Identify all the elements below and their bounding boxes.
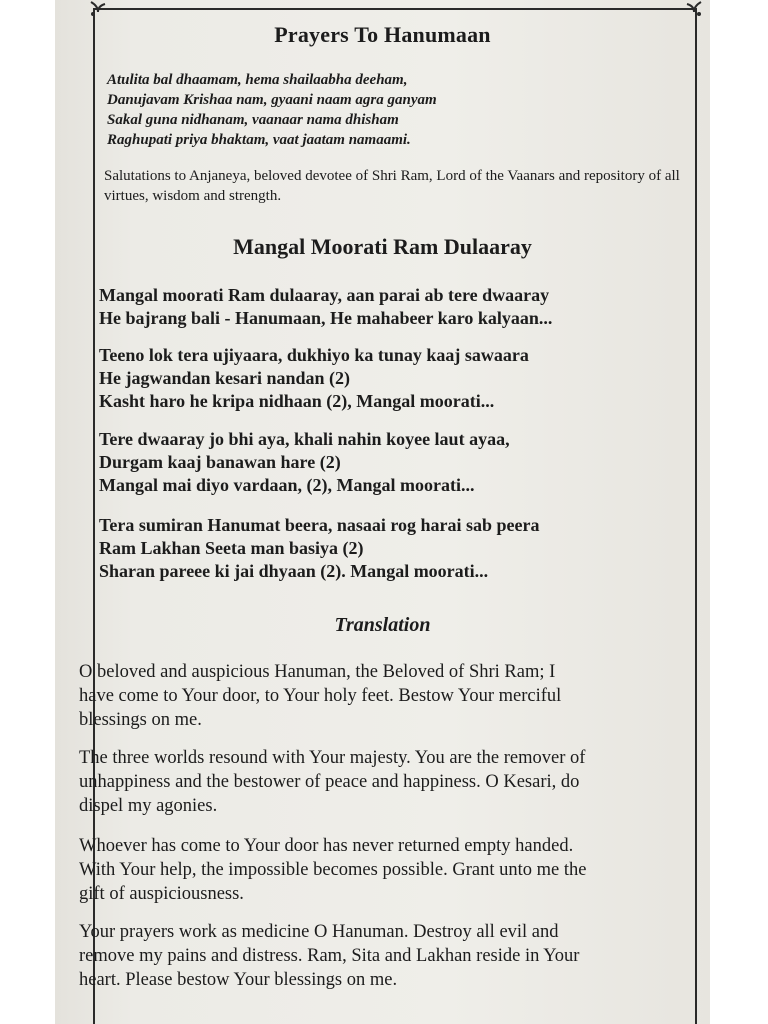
verse-line: Danujavam Krishaa nam, gyaani naam agra ganyam: [107, 92, 437, 108]
page-title: Prayers To Hanumaan: [274, 22, 491, 47]
translation-line: remove my pains and distress. Ram, Sita and Lakhan reside in Your: [79, 946, 580, 966]
translation-line: O beloved and auspicious Hanuman, the Beloved of Shri Ram; I: [79, 662, 556, 682]
translation-line: Whoever has come to Your door has never returned empty handed.: [79, 836, 574, 856]
stanza-line: Mangal mai diyo vardaan, (2), Mangal moorati...: [99, 475, 475, 495]
verse-line: Sakal guna nidhanam, vaanaar nama dhisham: [107, 112, 399, 128]
stanza-line: Kasht haro he kripa nidhaan (2), Mangal moorati...: [99, 391, 495, 411]
translation-line: dispel my agonies.: [79, 796, 218, 816]
stanza-line: Tere dwaaray jo bhi aya, khali nahin koyee laut ayaa,: [99, 429, 510, 449]
translation-line: gift of auspiciousness.: [79, 884, 244, 904]
stanza-line: Durgam kaaj banawan hare (2): [99, 452, 341, 472]
translation-paragraph: [79, 660, 695, 732]
translation-line: Your prayers work as medicine O Hanuman. Destroy all evil and: [79, 922, 559, 942]
translation-paragraph: [79, 920, 695, 992]
page-content: [55, 0, 710, 1024]
translation-line: have come to Your door, to Your holy feet. Bestow Your merciful: [79, 686, 562, 706]
stanza-line: He bajrang bali - Hanumaan, He mahabeer karo kalyaan...: [99, 308, 553, 328]
salutation-text: Salutations to Anjaneya, beloved devotee of Shri Ram, Lord of the Vaanars and repository of all virtues, wisdom and strength.: [104, 168, 680, 204]
printed-page: [55, 0, 710, 1024]
translation-paragraph: [79, 746, 695, 818]
translation-line: unhappiness and the bestower of peace and happiness. O Kesari, do: [79, 772, 580, 792]
translation-paragraph: [79, 834, 695, 906]
stanza: [99, 428, 699, 497]
stanza: [99, 284, 699, 330]
stanza-line: Teeno lok tera ujiyaara, dukhiyo ka tunay kaaj sawaara: [99, 345, 529, 365]
stanza: [99, 344, 699, 413]
verse-line: Raghupati priya bhaktam, vaat jaatam namaami.: [107, 132, 411, 148]
translation-line: blessings on me.: [79, 710, 202, 730]
song-title: Mangal Moorati Ram Dulaaray: [233, 234, 532, 259]
translation-line: The three worlds resound with Your majesty. You are the remover of: [79, 748, 586, 768]
translation-line: With Your help, the impossible becomes possible. Grant unto me the: [79, 860, 587, 880]
stanza-line: Ram Lakhan Seeta man basiya (2): [99, 538, 364, 558]
sanskrit-verse: [107, 70, 677, 150]
stanza-line: He jagwandan kesari nandan (2): [99, 368, 351, 388]
stanza-line: Mangal moorati Ram dulaaray, aan parai ab tere dwaaray: [99, 285, 550, 305]
stanza: [99, 514, 699, 583]
verse-line: Atulita bal dhaamam, hema shailaabha deeham,: [107, 72, 408, 88]
translation-heading: Translation: [334, 614, 431, 636]
translation-line: heart. Please bestow Your blessings on me.: [79, 970, 398, 990]
stanza-line: Tera sumiran Hanumat beera, nasaai rog harai sab peera: [99, 515, 540, 535]
stanza-line: Sharan pareee ki jai dhyaan (2). Mangal moorati...: [99, 561, 489, 581]
